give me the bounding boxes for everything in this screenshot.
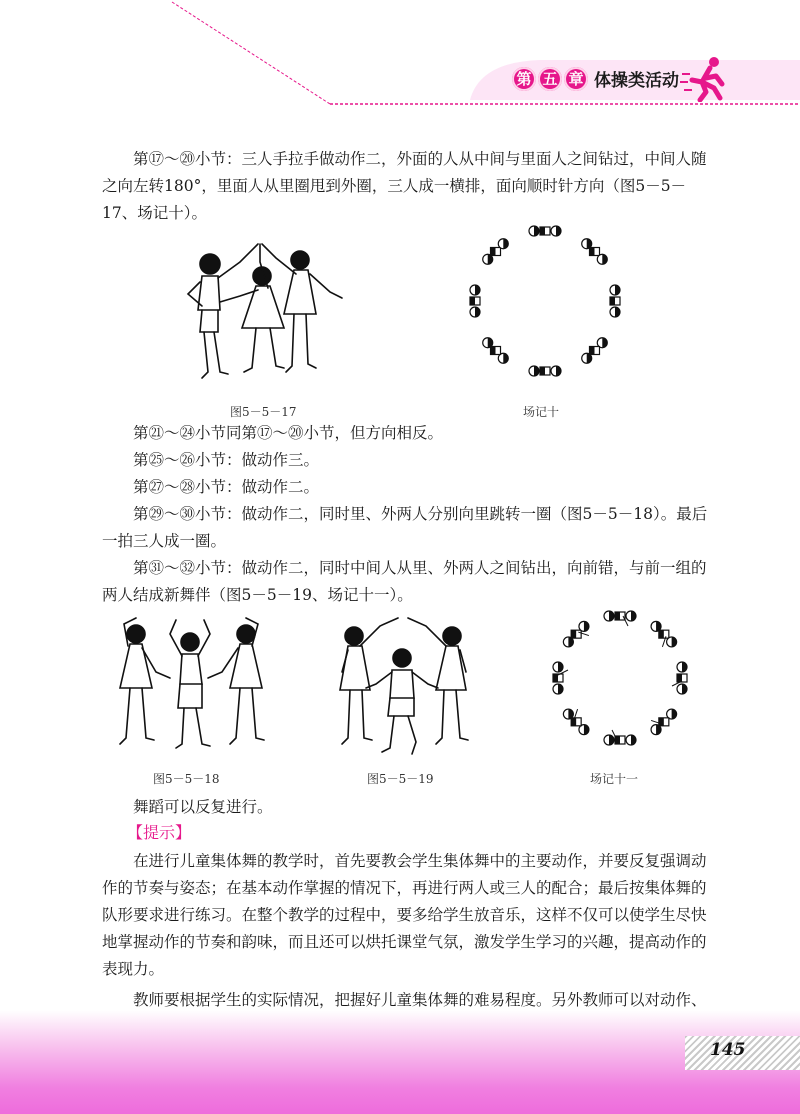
chapter-badge-3: 章: [564, 67, 588, 91]
paragraph-teaching-tip: 在进行儿童集体舞的教学时，首先要教会学生集体舞中的主要动作，并要反复强调动作的节奏与姿态；在基本动作掌握的情况下，再进行两人或三人的配合；最后按集体舞的队形要求进行练习。在整个教学的过程中，要多给学生放音乐，这样不仅可以使学生尽快地掌握动作的节奏和韵味，而且还可以烘托课堂气氛，激发学生学习的兴趣，提高动作的表现力。: [102, 852, 707, 978]
dancer-group: [529, 226, 561, 236]
dancer-group: [563, 621, 589, 647]
paragraph-sections-17-20: 第⑰～⑳小节：三人手拉手做动作二，外面的人从中间与里面人之间钻过，中间人随之向左转180°，里面人从里圈甩到外圈，三人成一横排，面向顺时针方向（图5－5－17、场记十）。: [102, 150, 707, 222]
field-diagram-10: [450, 208, 640, 394]
caption-fig-5-5-17: 图5－5－17: [230, 405, 297, 419]
tip-label: 【提示】: [127, 823, 192, 842]
field-diagram-11: [525, 600, 715, 760]
dancer-group: [672, 662, 687, 694]
dancer-group: [483, 239, 509, 265]
line-sections-25-26: 第㉕～㉖小节：做动作三。: [133, 451, 320, 469]
runner-icon: [680, 56, 730, 102]
dancer-group: [529, 366, 561, 376]
text-block-3: [102, 794, 714, 821]
paragraph-teacher-adjust: 教师要根据学生的实际情况，把握好儿童集体舞的难易程度。另外教师可以对动作、: [133, 991, 707, 1009]
dancer-group: [651, 709, 677, 735]
figure-5-5-17-illustration: [180, 232, 345, 397]
line-repeat: 舞蹈可以反复进行。: [133, 798, 273, 816]
paragraph-sections-29-30: 第㉙～㉚小节：做动作二，同时里、外两人分别向里跳转一圈（图5－5－18）。最后一拍三人成一圈。: [102, 505, 708, 550]
caption-field-diagram-10: 场记十: [523, 405, 560, 419]
text-block-2: [102, 420, 714, 609]
line-sections-27-28: 第㉗～㉘小节：做动作二。: [133, 478, 320, 496]
figure-5-5-19-illustration: [336, 612, 471, 762]
dancer-group: [483, 338, 509, 364]
paragraph-sections-31-32: 第㉛～㉜小节：做动作二，同时中间人从里、外两人之间钻出，向前错，与前一组的两人结成新舞伴（图5－5－19、场记十一）。: [102, 559, 707, 604]
dancer-group: [610, 285, 620, 317]
line-sections-21-24: 第㉑～㉔小节同第⑰～⑳小节，但方向相反。: [133, 424, 444, 442]
figure-5-5-18-illustration: [110, 612, 275, 762]
dancer-group: [604, 730, 636, 745]
page-header: [0, 0, 800, 110]
dancer-group: [553, 662, 568, 694]
caption-fig-5-5-18: 图5－5－18: [153, 772, 220, 786]
caption-field-diagram-11: 场记十一: [590, 772, 639, 786]
chapter-badge-2: 五: [538, 67, 562, 91]
page-footer-band: [0, 1010, 800, 1114]
chapter-title: 体操类活动: [594, 71, 679, 91]
chapter-label: [512, 66, 679, 91]
dancer-group: [604, 611, 636, 626]
page-number: 145: [710, 1040, 746, 1060]
dancer-group: [563, 709, 589, 735]
dancer-group: [582, 338, 608, 364]
caption-fig-5-5-19: 图5－5－19: [367, 772, 434, 786]
dancer-group: [651, 621, 677, 647]
chapter-badge-1: 第: [512, 67, 536, 91]
dancer-group: [582, 239, 608, 265]
dancer-group: [470, 285, 480, 317]
